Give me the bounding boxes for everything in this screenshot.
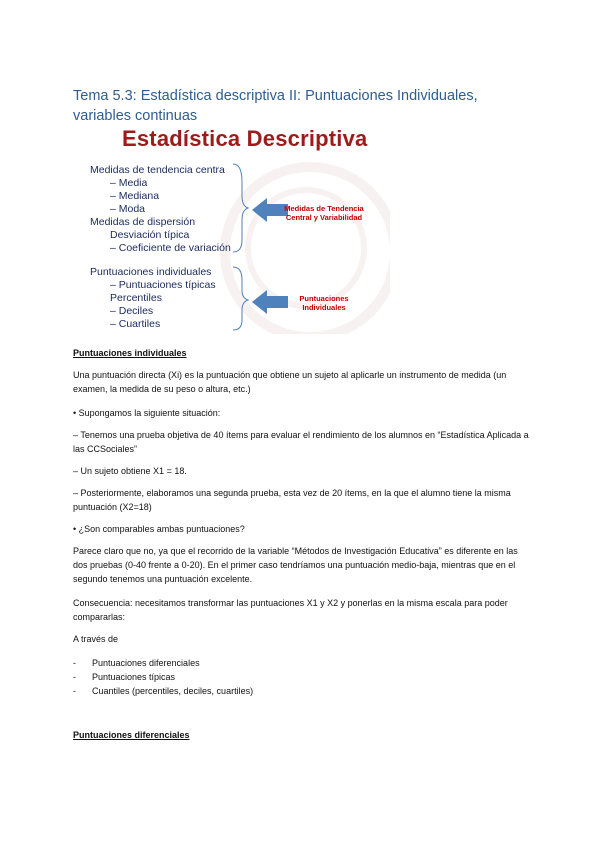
slide-bullet: – Coeficiente de variación: [110, 242, 231, 254]
paragraph: Parece claro que no, ya que el recorrido de la variable “Métodos de Investigación Educativa” es diferente en las dos pruebas (0-40 frente a 0-20). En el primer caso tendríamos una puntuación medio-baja, mientras que en el segundo tenemos una puntuación excelente.: [73, 546, 518, 584]
section-heading: Puntuaciones diferenciales: [73, 730, 190, 740]
slide-bullet: – Cuartiles: [110, 318, 161, 330]
slide-bullet: – Mediana: [110, 190, 160, 202]
slide-bullet: Medidas de tendencia centra: [90, 164, 225, 176]
paragraph: – Un sujeto obtiene X1 = 18.: [73, 466, 187, 476]
slide-bullet: Percentiles: [110, 292, 162, 304]
paragraph: Una puntuación directa (Xi) es la puntuación que obtiene un sujeto al aplicarle un instrumento de medida (un examen, la medida de su peso o altura, etc.): [73, 370, 507, 394]
document-title: Tema 5.3: Estadística descriptiva II: Puntuaciones Individuales, variables continuas: [73, 88, 478, 124]
slide-bullet: – Media: [110, 177, 148, 189]
slide-bullet: Medidas de dispersión: [90, 216, 196, 228]
list-item: Cuantiles (percentiles, deciles, cuartiles): [92, 686, 254, 696]
paragraph: – Posteriormente, elaboramos una segunda prueba, esta vez de 20 ítems, en la que el alumno tiene la misma puntuación (X2=18): [73, 488, 511, 512]
brace-top: [233, 164, 248, 252]
list-marker: -: [73, 672, 76, 682]
paragraph: Consecuencia: necesitamos transformar las puntuaciones X1 y X2 y ponerlas en la misma escala para poder compararlas:: [73, 598, 508, 622]
slide-bullet: – Moda: [110, 203, 146, 215]
list-item: Puntuaciones diferenciales: [92, 658, 200, 668]
slide-bullet: Puntuaciones individuales: [90, 266, 212, 278]
brace-bottom: [233, 267, 248, 330]
section-heading: Puntuaciones individuales: [73, 348, 187, 358]
slide-image: [70, 122, 390, 334]
list-marker: -: [73, 658, 76, 668]
paragraph: – Tenemos una prueba objetiva de 40 ítems para evaluar el rendimiento de los alumnos en “Estadística Aplicada a las CCSociales”: [73, 430, 529, 454]
slide-bullet: – Puntuaciones típicas: [110, 279, 216, 291]
slide-bullet: – Deciles: [110, 305, 154, 317]
slide-heading: Estadística Descriptiva: [122, 126, 368, 151]
paragraph: • ¿Son comparables ambas puntuaciones?: [73, 524, 245, 534]
list-marker: -: [73, 686, 76, 696]
arrow-left-icon: [252, 198, 288, 222]
paragraph: A través de: [73, 634, 119, 644]
arrow-left-icon: [252, 290, 288, 314]
arrow-label-tendencia: Medidas de Tendencia Central y Variabilidad: [284, 204, 364, 222]
arrow-label-individuales: Puntuaciones Individuales: [299, 294, 349, 312]
list-item: Puntuaciones típicas: [92, 672, 176, 682]
slide-bullet: Desviación típica: [110, 229, 190, 241]
paragraph: • Supongamos la siguiente situación:: [73, 408, 221, 418]
